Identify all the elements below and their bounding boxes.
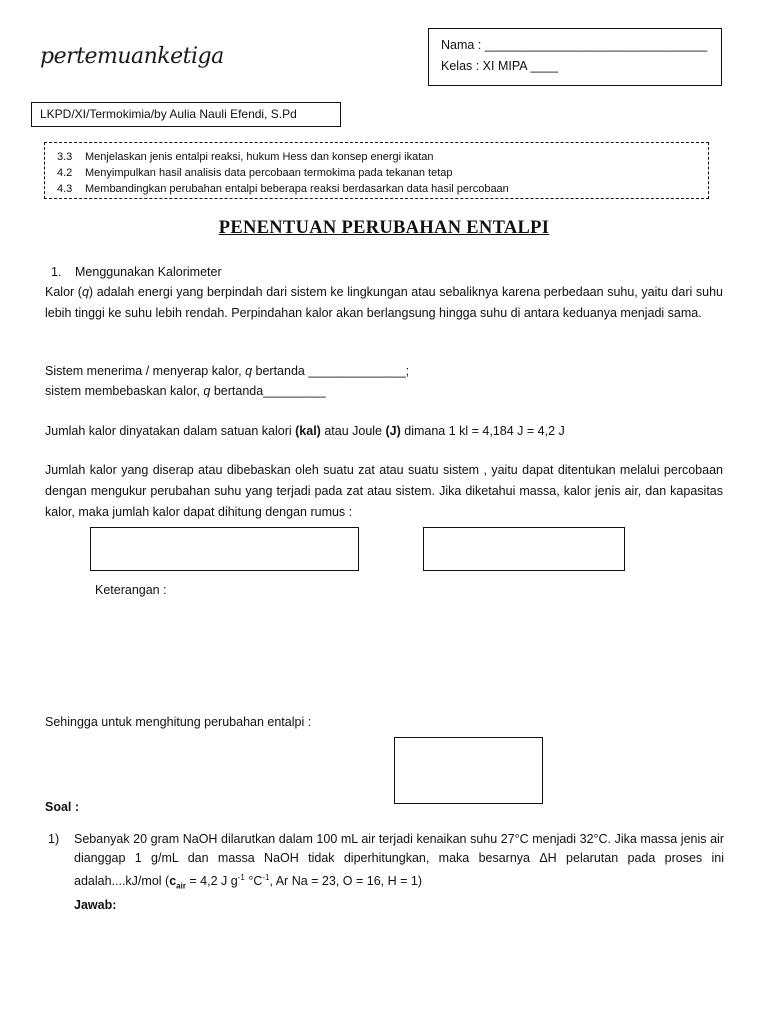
page-title: PENENTUAN PERUBAHAN ENTALPI: [218, 218, 550, 238]
question-text: [74, 830, 724, 915]
competency-text: Menjelaskan jenis entalpi reaksi, hukum Hess dan konsep energi ikatan: [85, 151, 434, 163]
competencies-box: [44, 142, 709, 199]
superscript: -1: [262, 873, 270, 882]
text-fragment: Jumlah kalor dinyatakan dalam satuan kalori: [45, 424, 296, 438]
section-heading: [51, 265, 222, 279]
text-fragment: sistem membebaskan kalor,: [45, 384, 204, 398]
section-heading-text: Menggunakan Kalorimeter: [75, 265, 222, 279]
name-field-line: Nama : ________________________________: [441, 38, 708, 52]
competency-text: Membandingkan perubahan entalpi beberapa reaksi berdasarkan data hasil percobaan: [85, 183, 509, 195]
questions-label: Soal :: [45, 800, 80, 814]
explanation-label: Keterangan :: [95, 583, 167, 597]
heat-definition-paragraph: [45, 282, 723, 324]
superscript: -1: [237, 873, 245, 882]
sign-release-line: [45, 381, 723, 402]
question-number: 1): [48, 832, 60, 846]
class-field-line: Kelas : XI MIPA ____: [441, 59, 559, 73]
enthalpy-formula-answer-box[interactable]: [394, 737, 543, 804]
worksheet-reference: LKPD/XI/Termokimia/by Aulia Nauli Efendi, S.Pd: [31, 102, 341, 127]
competency-item: [57, 165, 696, 181]
unit-joule: (J): [385, 424, 401, 438]
text-fragment: = 4,2 J g: [185, 874, 238, 889]
heat-formula-answer-box-2[interactable]: [423, 527, 625, 571]
competency-text: Menyimpulkan hasil analisis data percobaan termokima pada tekanan tetap: [85, 167, 453, 179]
enthalpy-calc-line: Sehingga untuk menghitung perubahan entalpi :: [45, 715, 312, 729]
text-fragment: Sistem menerima / menyerap kalor,: [45, 364, 246, 378]
session-title: pertemuanketiga: [40, 44, 224, 69]
subscript: air: [176, 881, 186, 891]
heat-measurement-paragraph: Jumlah kalor yang diserap atau dibebaskan oleh suatu zat atau suatu sistem , yaitu dapat ditentukan melalui percobaan dengan mengukur perubahan suhu yang terjadi pada zat atau sistem. Jika diketahui massa, kalor jenis air, dan kapasitas kalor, maka jumlah kalor dapat dihitung dengan rumus :: [45, 463, 723, 519]
unit-kal: (kal): [295, 424, 321, 438]
units-line: [45, 421, 723, 442]
text-fragment: °C: [244, 874, 263, 889]
symbol-q: q: [245, 364, 253, 378]
competency-item: [57, 181, 696, 197]
text-fragment: dimana 1 kl = 4,184 J = 4,2 J: [400, 424, 565, 438]
symbol-q: q: [81, 285, 89, 299]
competency-number: 3.3: [57, 151, 73, 163]
section-number: 1.: [51, 265, 62, 279]
text-fragment: atau Joule: [320, 424, 386, 438]
text-fragment: bertanda_________: [210, 384, 326, 398]
text-fragment: c: [169, 874, 177, 889]
text-fragment: Sebanyak 20 gram NaOH dilarutkan dalam 100 mL air terjadi kenaikan suhu 27°C menjadi 32°C. Jika massa jenis air dianggap 1 g/mL dan massa NaOH tidak diperhitungkan, maka besarnya ΔH pelarutan pada proses ini adalah....kJ/mol (: [74, 832, 724, 889]
text-fragment: Kalor (: [45, 285, 82, 299]
competency-number: 4.3: [57, 183, 73, 195]
sign-receive-line: [45, 361, 723, 382]
competency-item: [57, 149, 696, 165]
symbol-q: q: [203, 384, 211, 398]
heat-formula-answer-box[interactable]: [90, 527, 359, 571]
text-fragment: , Ar Na = 23, O = 16, H = 1): [269, 874, 422, 889]
text-fragment: ) adalah energi yang berpindah dari sistem ke lingkungan atau sebaliknya karena perbedaan suhu, yaitu dari suhu lebih tinggi ke suhu lebih rendah. Perpindahan kalor akan berlangsung hingga suhu di antara keduanya menjadi sama.: [45, 285, 723, 320]
student-info-box: [428, 28, 722, 86]
competency-number: 4.2: [57, 167, 73, 179]
text-fragment: bertanda ______________;: [252, 364, 410, 378]
question-1: [48, 830, 724, 915]
answer-label: Jawab:: [74, 897, 117, 912]
